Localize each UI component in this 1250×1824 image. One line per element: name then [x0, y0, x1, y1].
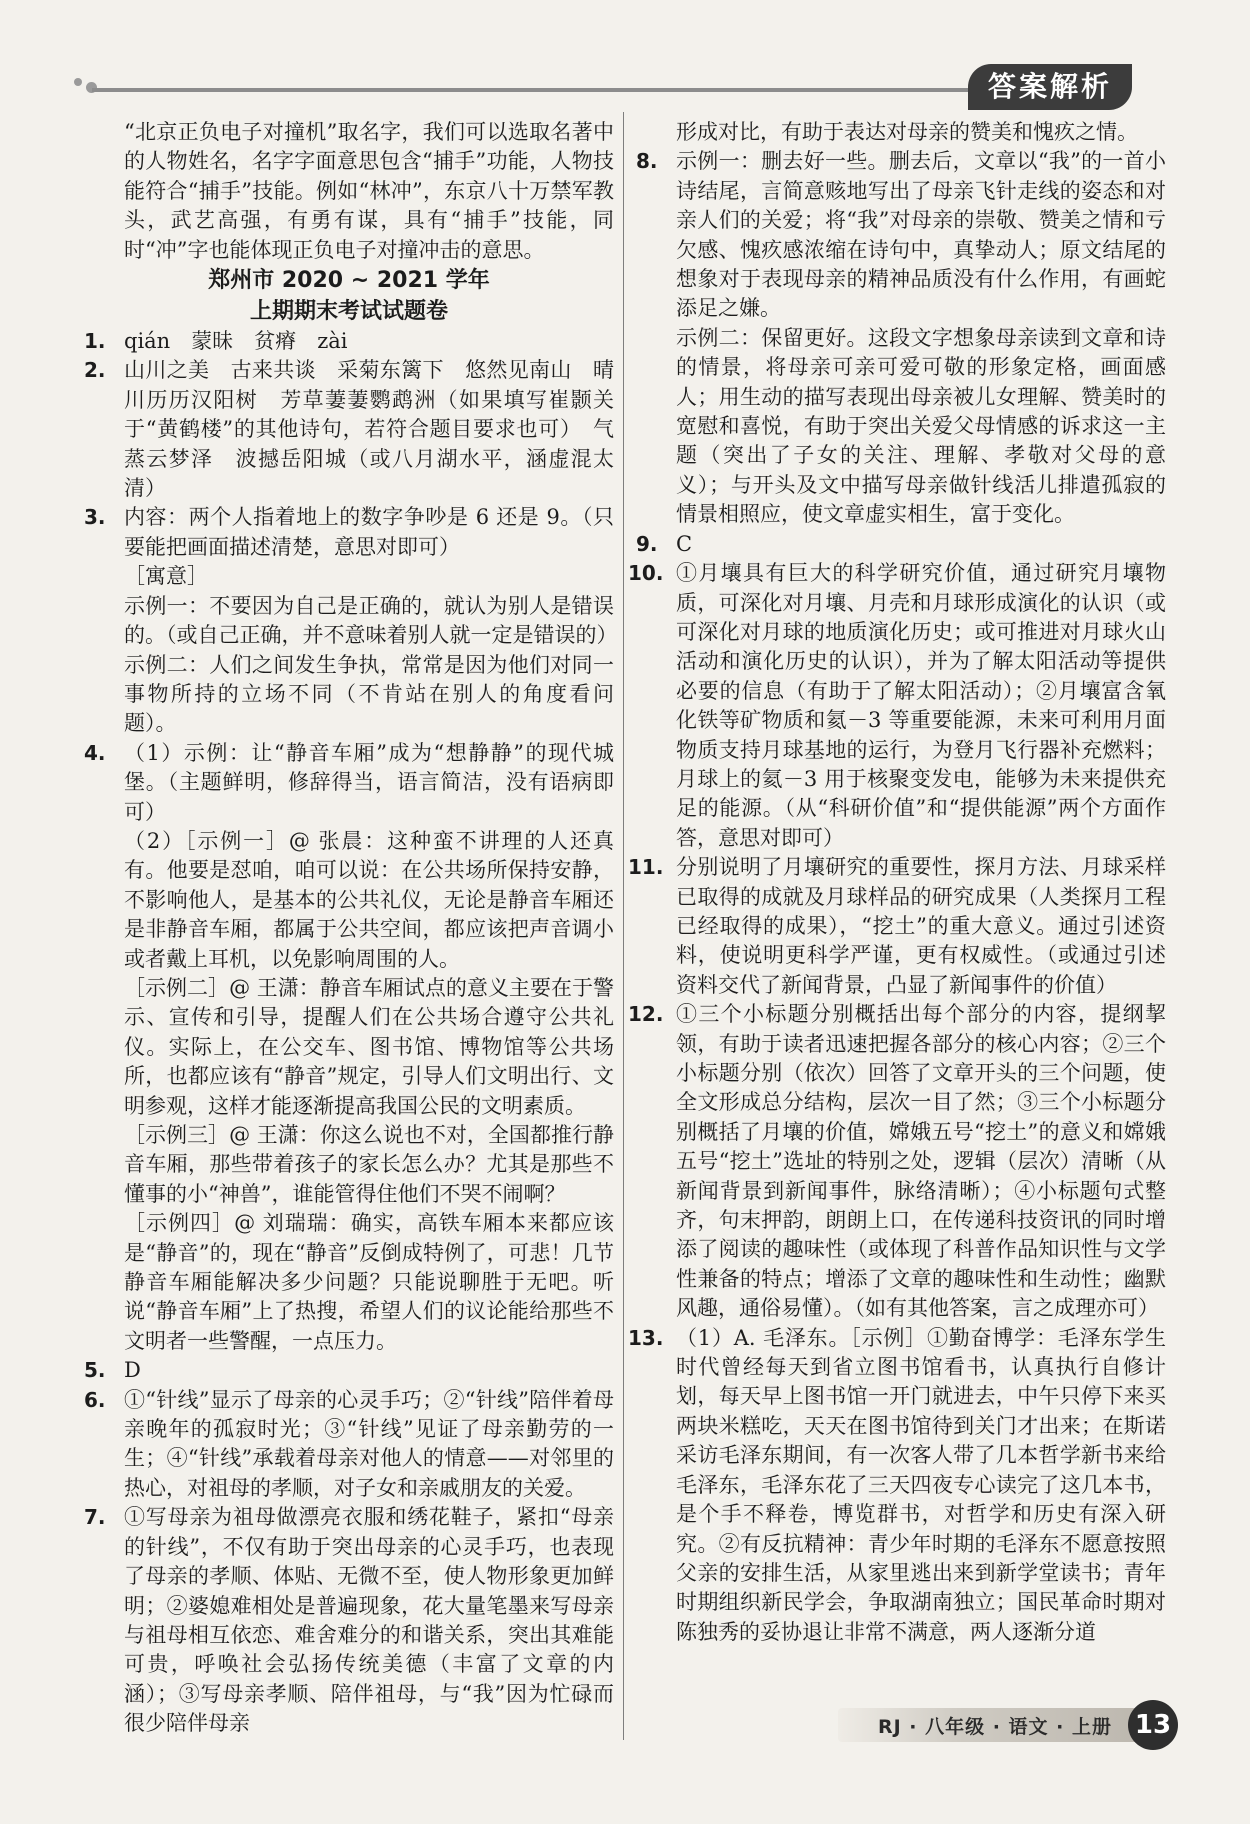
answer-part-3: ［示例二］@ 王潇：静音车厢试点的意义主要在于警示、宣传和引导，提醒人们在公共场合遵守公共礼仪。实际上，在公交车、图书馆、博物馆等公共场所，也都应该有“静音”规定，引导人们文明出行、文明参观，这样才能逐渐提高我国公民的文明素质。 [124, 975, 614, 1118]
answer-number: 1. [84, 329, 106, 354]
answer-number: 5. [84, 1358, 106, 1383]
answer-4 [84, 739, 614, 1357]
answer-1 [84, 327, 614, 356]
answer-number: 8. [636, 149, 658, 174]
page-number: 13 [1128, 1700, 1178, 1750]
answer-text: D [124, 1358, 141, 1383]
intro-paragraph: “北京正负电子对撞机”取名字，我们可以选取名著中的人物姓名，名字字面意思包含“捕手”功能，人物技能符合“捕手”技能。例如“林冲”，东京八十万禁军教头，武艺高强，有勇有谋，具有“捕手”技能，同时“冲”字也能体现正负电子对撞冲击的意思。 [124, 120, 614, 262]
answer-text: ①月壤具有巨大的科学研究价值，通过研究月壤物质，可深化对月壤、月壳和月球形成演化的认识（或可深化对月球的地质演化历史；或可推进对月球火山活动和演化历史的认识），并为了解太阳活动等提供必要的信息（有助于了解太阳活动）；②月壤富含氧化铁等矿物质和氦－3 等重要能源，未来可利用月面物质支持月球基地的运行，为登月飞行器补充燃料；月球上的氦－3 用于核聚变发电，能够为未来提供充足的能源。（从“科研价值”和“提供能源”两个方面作答，意思对即可） [676, 561, 1166, 850]
answer-number: 7. [84, 1505, 106, 1530]
continued-text: 形成对比，有助于表达对母亲的赞美和愧疚之情。 [676, 120, 1138, 144]
example-1: 示例一：删去好一些。删去后，文章以“我”的一首小诗结尾，言简意赅地写出了母亲飞针走线的姿态和对亲人们的关爱；将“我”对母亲的崇敬、赞美之情和亏欠感、愧疚感浓缩在诗句中，真挚动人；原文结尾的想象对于表现母亲的精神品质没有什么作用，有画蛇添足之嫌。 [676, 149, 1166, 321]
answer-text: C [676, 531, 693, 556]
answer-10 [628, 559, 1166, 853]
answer-part-5: ［示例四］@ 刘瑞瑞：确实，高铁车厢本来都应该是“静音”的，现在“静音”反倒成特例了，可悲！几节静音车厢能解决多少问题？只能说聊胜于无吧。听说“静音车厢”上了热搜，希望人们的议论能给那些不文明者一些警醒，一点压力。 [124, 1211, 614, 1353]
answer-7 [84, 1503, 614, 1738]
example-2: 示例二：人们之间发生争执，常常是因为他们对同一事物所持的立场不同（不肯站在别人的角度看问题）。 [124, 652, 614, 736]
answer-6 [84, 1386, 614, 1504]
answer-9 [636, 530, 1166, 559]
answer-number: 10. [628, 561, 664, 586]
answer-number: 13. [628, 1325, 664, 1350]
answer-part-2: （2）［示例一］@ 张晨：这种蛮不讲理的人还真有。他要是怼咱，咱可以说：在公共场所保持安静，不影响他人，是基本的公共礼仪，无论是静音车厢还是非静音车厢，都属于公共空间，都应该把声音调小或者戴上耳机，以免影响周围的人。 [124, 828, 614, 971]
answer-2 [84, 356, 614, 503]
answer-13 [628, 1324, 1166, 1647]
answer-text: ①“针线”显示了母亲的心灵手巧；②“针线”陪伴着母亲晚年的孤寂时光；③“针线”见证了母亲勤劳的一生；④“针线”承载着母亲对他人的情意——对邻里的热心，对祖母的孝顺，对子女和亲戚朋友的关爱。 [124, 1387, 614, 1500]
answer-number: 12. [628, 1002, 664, 1027]
answer-11 [628, 853, 1166, 1000]
answer-text: 山川之美 古来共谈 采菊东篱下 悠然见南山 晴川历历汉阳树 芳草萋萋鹦鹉洲（如果填写崔颢关于“黄鹤楼”的其他诗句，若符合题目要求也可） 气蒸云梦泽 波撼岳阳城（或八月湖水平，涵虚混太清） [124, 358, 614, 501]
answer-3 [84, 503, 618, 738]
header-tag: 答案解析 [968, 64, 1132, 110]
answer-text: qián 蒙昧 贫瘠 zài [124, 329, 348, 354]
answer-number: 9. [636, 531, 658, 556]
answer-part-4: ［示例三］@ 王潇：你这么说也不对，全国都推行静音车厢，那些带着孩子的家长怎么办？尤其是那些不懂事的小“神兽”，谁能管得住他们不哭不闹啊？ [124, 1123, 614, 1206]
example-1: 示例一：不要因为自己是正确的，就认为别人是错误的。（或自己正确，并不意味着别人就一定是错误的） [124, 593, 618, 648]
answer-12 [628, 1000, 1166, 1323]
header-rule [92, 88, 1100, 92]
exam-title-line2: 上期期末考试试题卷 [249, 299, 448, 325]
answer-text: ①写母亲为祖母做漂亮衣服和绣花鞋子，紧扣“母亲的针线”，不仅有助于突出母亲的心灵手巧，也表现了母亲的孝顺、体贴、无微不至，使人物形象更加鲜明；②婆媳难相处是普遍现象，花大量笔墨来写母亲与祖母相互依恋、难舍难分的和谐关系，突出其难能可贵，呼唤社会弘扬传统美德（丰富了文章的内涵）；③写母亲孝顺、陪伴祖母，与“我”因为忙碌而很少陪伴母亲 [124, 1505, 614, 1736]
left-column [84, 118, 618, 1739]
answer-8 [636, 147, 1166, 529]
footer-book-info: RJ · 八年级 · 语文 · 上册 [877, 1716, 1112, 1738]
answer-text: 内容：两个人指着地上的数字争吵是 6 还是 9。（只要能把画面描述清楚，意思对即可） [124, 505, 614, 559]
answer-number: 3. [84, 505, 106, 530]
exam-title-line1: 郑州市 2020 ~ 2021 学年 [208, 268, 490, 294]
answer-text: （1）A. 毛泽东。［示例］①勤奋博学：毛泽东学生时代曾经每天到省立图书馆看书，认真执行自修计划，每天早上图书馆一开门就进去，中午只停下来买两块米糕吃，天天在图书馆待到关门才出来；在斯诺采访毛泽东期间，有一次客人带了几本哲学新书来给毛泽东，毛泽东花了三天四夜专心读完了这几本书，是个手不释卷，博览群书，对哲学和历史有深入研究。②有反抗精神：青少年时期的毛泽东不愿意按照父亲的安排生活，从家里逃出来到新学堂读书；青年时期组织新民学会，争取湖南独立；国民革命时期对陈独秀的妥协退让非常不满意，两人逐渐分道 [676, 1325, 1166, 1644]
answer-number: 6. [84, 1387, 106, 1412]
column-divider [623, 112, 624, 1740]
example-2: 示例二：保留更好。这段文字想象母亲读到文章和诗的情景，将母亲可亲可爱可敬的形象定格，画面感人；用生动的描写表现出母亲被儿女理解、赞美时的宽慰和喜悦，有助于突出关爱父母情感的诉求这一主题（突出了子女的关注、理解、孝敬对父母的意义）；与开头及文中描写母亲做针线活儿排遣孤寂的情景相照应，使文章虚实相生，富于变化。 [676, 325, 1166, 527]
right-column [628, 118, 1166, 1647]
answer-5 [84, 1356, 614, 1385]
answer-part-1: （1）示例：让“静音车厢”成为“想静静”的现代城堡。（主题鲜明，修辞得当，语言简洁，没有语病即可） [124, 740, 614, 824]
moral-label: ［寓意］ [124, 564, 208, 589]
answer-number: 11. [628, 855, 664, 880]
answer-number: 2. [84, 358, 106, 383]
answer-text: ①三个小标题分别概括出每个部分的内容，提纲挈领，有助于读者迅速把握各部分的核心内容；②三个小标题分别（依次）回答了文章开头的三个问题，使全文形成总分结构，层次一目了然；③三个小标题分别概括了月壤的价值，嫦娥五号“挖土”的意义和嫦娥五号“挖土”选址的特别之处，逻辑（层次）清晰（从新闻背景到新闻事件，脉络清晰）；④小标题句式整齐，句末押韵，朗朗上口，在传递科技资讯的同时增添了阅读的趣味性（或体现了科普作品知识性与文学性兼备的特点；增添了文章的趣味性和生动性；幽默风趣，通俗易懂）。（如有其他答案，言之成理亦可） [676, 1002, 1166, 1321]
answer-text: 分别说明了月壤研究的重要性，探月方法、月球采样已取得的成就及月球样品的研究成果（人类探月工程已经取得的成果），“挖土”的重大意义。通过引述资料，使说明更科学严谨，更有权威性。（或通过引述资料交代了新闻背景，凸显了新闻事件的价值） [676, 855, 1166, 997]
answer-number: 4. [84, 740, 106, 765]
